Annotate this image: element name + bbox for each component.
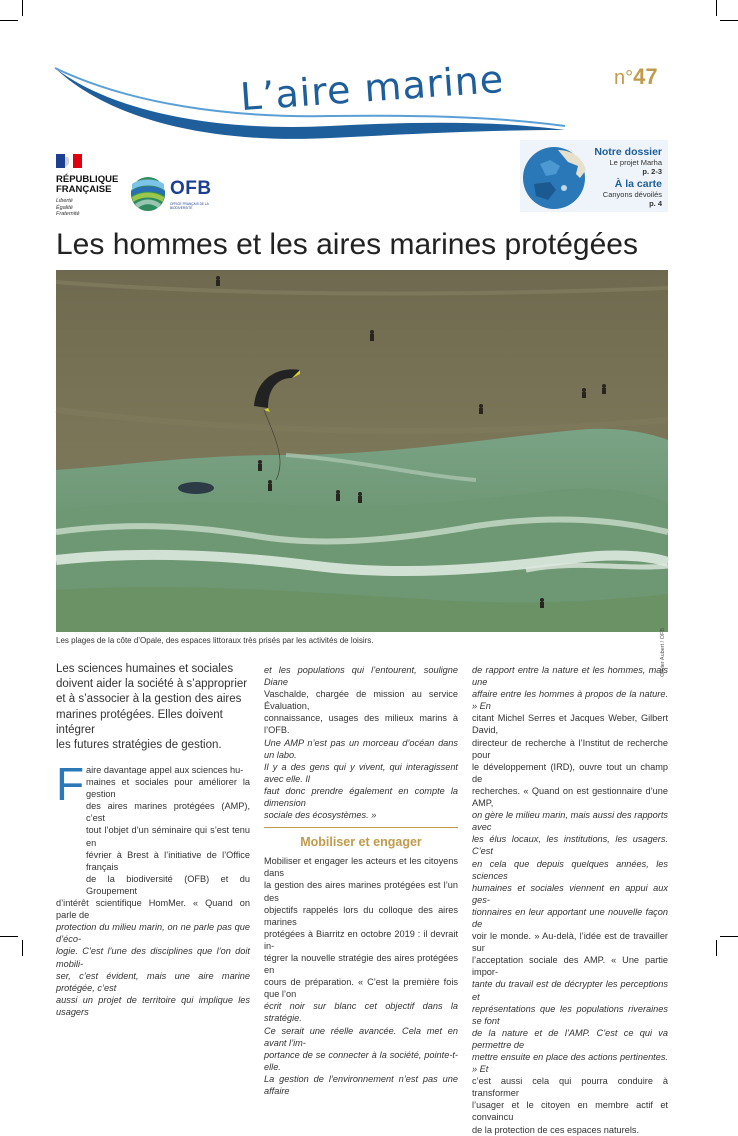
text-line: ser, c’est évident, mais une aire marine protégée, c’est [56, 970, 250, 993]
text-line: La gestion de l’environnement n’est pas une affaire [264, 1073, 458, 1096]
column-3 [472, 664, 668, 1136]
issue-value: 47 [633, 64, 658, 89]
republique-name [56, 175, 118, 195]
beach-illustration [56, 270, 668, 632]
issue-prefix: n° [614, 67, 634, 89]
teaser-box [520, 140, 668, 212]
crop-mark [720, 20, 738, 21]
text-line: la gestion des aires marines protégées est l’un des [264, 880, 458, 903]
text-line: février à Brest à l’initiative de l’Office français [86, 849, 250, 872]
text-line: tante du travail est de décrypter les perceptions et [472, 979, 668, 1002]
republique-line: RÉPUBLIQUE [56, 174, 119, 185]
ofb-emblem-icon [130, 176, 166, 212]
lead-line: marines protégées. Elles doivent intégrer [56, 708, 223, 736]
issue-number [614, 64, 658, 90]
text-line: objectifs rappelés lors du colloque des aires marines [264, 904, 458, 927]
crop-mark [22, 0, 23, 16]
text-line: mettre ensuite en place des actions pertinentes. » Et [472, 1052, 668, 1075]
text-line: protection du milieu marin, on ne parle pas que d’éco- [56, 922, 250, 945]
text-line: le développement (IRD), ouvre tout un champ de [472, 761, 668, 784]
carte-subtitle: Canyons dévoilés [602, 190, 662, 199]
text-line: et les populations qui l’entourent, souligne Diane [264, 665, 458, 688]
dossier-page: p. 2-3 [642, 167, 662, 176]
text-line: voir le monde. » Au-delà, l’idée est de travailler sur [472, 931, 668, 954]
text-line: protégées à Biarritz en octobre 2019 : il devrait in- [264, 928, 458, 951]
text-line: citant Michel Serres et Jacques Weber, Gilbert David, [472, 713, 668, 736]
lead-line: Les sciences humaines et sociales [56, 663, 234, 675]
magazine-title: L’aire marine [238, 56, 506, 120]
text-line: les élus locaux, les institutions, les usagers. C’est [472, 834, 668, 857]
lead-line: et à s’associer à la gestion des aires [56, 693, 242, 706]
photo-caption: Les plages de la côte d’Opale, des espaces littoraux très prisés par les activités de loisirs. [56, 636, 374, 645]
text-line: de la biodiversité (OFB) et du Groupement [86, 873, 250, 896]
text-line: cours de préparation. « C’est la première fois que l’on [264, 977, 458, 1000]
crop-mark [0, 936, 18, 937]
text-line: on gère le milieu marin, mais aussi des rapports avec [472, 810, 668, 833]
text-line: d’intérêt scientifique HomMer. « Quand on parle de [56, 898, 250, 921]
photo-credit: Olivier Aubert / OFB [660, 628, 666, 677]
ofb-subtitle: OFFICE FRANÇAIS DE LA BIODIVERSITÉ [170, 202, 209, 210]
republique-motto [56, 198, 118, 218]
section-title: Mobiliser et engager [300, 835, 422, 850]
text-line: c’est aussi cela qui pourra conduire à transformer [472, 1076, 668, 1099]
ofb-logo [130, 176, 212, 217]
text-line: humaines et sociales viennent en appui aux ges- [472, 882, 668, 905]
text-line: Il y a des gens qui y vivent, qui interagissent avec elle. Il [264, 761, 458, 784]
text-line: connaissance, usages des milieux marins à l’OFB. [264, 713, 458, 736]
republique-line: FRANÇAISE [56, 184, 112, 195]
text-line: des aires marines protégées (AMP), c’est [86, 801, 250, 824]
dossier-subtitle: Le projet Marha [609, 158, 662, 167]
republique-logo [56, 154, 118, 218]
teaser-carte[interactable] [603, 178, 662, 208]
crop-mark [22, 940, 23, 956]
dropcap: F [56, 758, 85, 810]
text-line: logie. C’est l’une des disciplines que l’on doit mobili- [56, 946, 250, 969]
text-line: en cela que depuis quelques années, les sciences [472, 858, 668, 881]
text-line: faut donc prendre également en compte la dimension [264, 785, 458, 809]
text-line: Vaschalde, chargée de mission au service Évaluation, [264, 689, 458, 712]
section-heading [264, 827, 458, 855]
crop-mark [720, 936, 738, 937]
column-1-body [56, 897, 250, 1018]
text-line: portance de se connecter à la société, pointe-t-elle. [264, 1049, 458, 1072]
map-thumbnail-icon [520, 144, 592, 210]
teaser-dossier[interactable] [594, 146, 662, 176]
text-line: de la protection de ces espaces naturels. [472, 1124, 640, 1135]
page-title: Les hommes et les aires marines protégées [56, 228, 638, 261]
carte-title: À la carte [614, 178, 662, 190]
text-line: aire davantage appel aux sciences hu- [86, 765, 244, 775]
marianne-icon [56, 154, 82, 168]
crop-mark [716, 0, 717, 16]
lead-line: doivent aider la société à s’approprier [56, 678, 248, 691]
text-line: sociale des écosystèmes. » [264, 810, 377, 821]
text-line: écrit noir sur blanc cet objectif dans la stratégie. [264, 1001, 458, 1024]
text-line: directeur de recherche à l’Institut de recherche pour [472, 737, 668, 760]
text-line: tégrer la nouvelle stratégie des aires protégées en [264, 952, 458, 976]
column-1 [56, 758, 250, 1018]
text-line: recherches. « Quand on est gestionnaire d’une AMP, [472, 785, 668, 809]
text-line: tionnaires en leur apportant une nouvelle façon de [472, 906, 668, 929]
column-3-body [472, 664, 668, 1136]
column-1-intro [86, 764, 250, 897]
text-line: tout l’objet d’un séminaire qui s’est tenu en [86, 825, 250, 848]
motto-line: Liberté [56, 198, 73, 204]
ofb-name: OFB [170, 178, 212, 199]
dossier-title: Notre dossier [594, 146, 662, 158]
column-2-top [264, 664, 458, 821]
motto-line: Égalité [56, 204, 73, 211]
lead-line: les futures stratégies de gestion. [56, 739, 222, 752]
text-line: l’acceptation sociale des AMP. « Une partie impor- [472, 955, 668, 978]
text-line: l’usager et le citoyen en membre actif et convaincu [472, 1100, 668, 1123]
column-2-bottom [264, 855, 458, 1097]
text-line: Une AMP n’est pas un morceau d’océan dans un labo. [264, 737, 458, 760]
crop-mark [0, 20, 18, 21]
text-line: de la nature et de l’AMP. C’est ce qui va permettre de [472, 1027, 668, 1050]
crop-mark [716, 940, 717, 956]
motto-line: Fraternité [56, 211, 80, 217]
carte-page: p. 4 [649, 199, 662, 208]
column-2 [264, 664, 458, 1097]
text-line: Ce serait une réelle avancée. Cela met en avant l’im- [264, 1025, 458, 1048]
text-line: Mobiliser et engager les acteurs et les citoyens dans [264, 856, 458, 879]
text-line: représentations que les populations riveraines se font [472, 1003, 668, 1026]
text-line: aussi un projet de territoire qui implique les usagers [56, 994, 250, 1017]
text-line: maines et sociales pour améliorer la gestion [86, 777, 250, 800]
text-line: de rapport entre la nature et les hommes, mais une [472, 665, 668, 688]
text-line: affaire entre les hommes à propos de la nature. » En [472, 689, 668, 712]
divider [264, 827, 458, 828]
lead-paragraph [56, 662, 256, 753]
